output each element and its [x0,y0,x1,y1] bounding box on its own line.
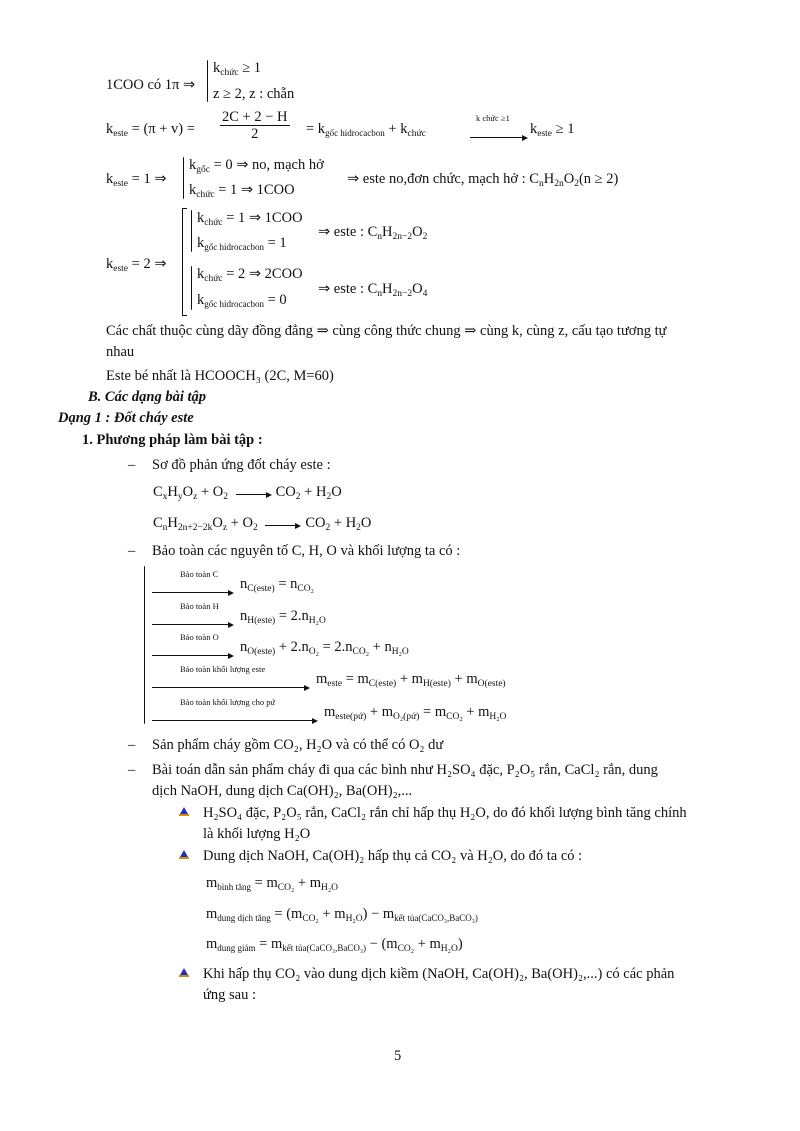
formula-text: = k [306,121,326,137]
paragraph: H₂SO₄ đặc, P₂O₅ rắn, CaCl₂ rắn chỉ hấp thụ H₂O, do đó khối lượng bình tăng chính [203,805,687,821]
formula-sub: CO₂ [446,712,463,722]
formula-text: H [382,281,393,297]
formula-sub: 2 [326,492,332,502]
formula-kgoc-0 [197,292,287,309]
arrow-label: Bảo toàn khối lượng este [180,664,266,674]
paragraph: Sơ đồ phản ứng đốt cháy este : [152,457,331,473]
formula-text: = 2 ⇒ [128,256,167,272]
dash-marker: – [128,543,136,559]
formula-sub: n [377,232,383,242]
formula-kgoc-1 [197,235,287,252]
bullet-icon [178,807,190,819]
equation-m-pu [324,704,506,721]
formula-sub: H₂O [345,914,363,924]
formula-sub: O(este) [477,679,506,689]
formula-text: = n [274,576,298,592]
formula-sub: gốc hidrocacbon [204,299,264,309]
formula-text: ≥ 1 [552,121,575,137]
formula-sub: C(este) [368,679,397,689]
brace [207,60,208,102]
formula-text: + m [396,671,423,687]
formula-sub: H₂O [308,616,326,626]
formula-text: C [153,484,163,500]
fraction-numerator: 2C + 2 − H [222,109,288,125]
paragraph: Dung dịch NaOH, Ca(OH)₂ hấp thụ cả CO₂ và H₂O, do đó ta có : [203,848,583,864]
paragraph: ứng sau : [203,987,256,1003]
formula-kchuc-2coo [197,266,303,283]
formula-sub: H₂O [391,647,409,657]
formula-text: = 1 ⇒ [128,171,167,187]
arrow [265,525,299,526]
formula-text: = 2.n [275,608,309,624]
formula-text: ) [457,936,463,952]
formula-text: n [240,639,248,655]
formula-z [213,86,294,103]
formula-sub: 2 [252,523,258,533]
arrow [236,494,270,495]
formula-sub: CO₂ [352,647,370,657]
formula-keste-2 [106,256,166,273]
paragraph: dịch NaOH, dung dịch Ca(OH)₂, Ba(OH)₂,... [152,783,413,799]
formula-sub: O₂ [308,647,319,657]
formula-kgoc [189,157,324,174]
formula-text: = 2.n [318,639,353,655]
bullet-icon [178,968,190,980]
formula-sub: este [113,129,129,139]
formula-text: + m [414,936,441,952]
formula-text: k [197,266,205,282]
formula-sub: chức [204,218,223,228]
formula-text: + O [197,484,224,500]
formula-text: k [189,157,197,173]
formula-este-o4 [318,281,427,298]
formula-sub: 2 [356,523,361,533]
formula-sub: 2 [295,492,301,502]
formula-text: H [167,484,178,500]
formula-sub: H₂O [489,712,507,722]
formula-text: C [153,515,163,531]
equation-binh-tang [206,875,338,892]
formula-text: CO [305,515,326,531]
paragraph: Sản phẩm cháy gồm CO₂, H₂O và có thể có O₂ dư [152,737,444,753]
formula-text: m [206,875,218,891]
formula-text: = (m [270,906,303,922]
paragraph: nhau [106,344,135,360]
arrow [152,614,232,631]
formula-text: + m [318,906,346,922]
formula-text: H [382,224,393,240]
formula-text: ⇒ este : C [318,281,378,297]
formula-text: ⇒ este no,đơn chức, mạch hở : C [347,171,539,187]
arrow [470,127,526,144]
item-heading [82,430,263,451]
arrow-label: Bảo toàn C [180,569,219,579]
formula-text: = 1 ⇒ 1COO [214,182,295,198]
paragraph: Khi hấp thụ CO₂ vào dung dịch kiềm (NaOH, Ca(OH)₂, Ba(OH)₂,...) có các phản [203,966,675,982]
formula-text: k [106,121,114,137]
formula-sub: chức [196,190,215,200]
formula-este-o2 [318,224,427,241]
formula-sub: este [327,679,343,689]
formula-sub: n [538,179,544,189]
formula-text: O [212,515,223,531]
formula-text: z ≥ 2, z : chẵn [213,86,295,102]
formula-sub: O(este) [247,647,276,657]
formula-sub: este [113,264,129,274]
formula-text: O [331,484,342,500]
formula-sub: CO₂ [277,883,295,893]
formula-sub: y [177,492,183,502]
formula-1coo [106,77,195,94]
formula-text: k [530,121,538,137]
formula-sub: gốc hidrocacbon [325,128,385,138]
formula-sub: 2n−2 [392,289,413,299]
formula-text: = m [255,936,283,952]
formula-text: k [197,210,205,226]
formula-sub: gốc [196,165,210,175]
formula-sub: 2 [223,492,229,502]
brace [191,210,192,252]
formula-sub: gốc hidrocacbon [204,242,264,252]
formula-text: k [106,171,114,187]
formula-sub: x [162,492,168,502]
formula-text: + m [294,875,321,891]
reaction-1 [153,484,342,501]
formula-text: = 0 [263,292,287,308]
formula-text: m [316,671,328,687]
paragraph: Este bé nhất là HCOOCH₃ (2C, M=60) [106,368,334,384]
arrow-label: Bảo toàn H [180,601,219,611]
equation-dung-giam [206,936,463,953]
heading-text: B. Các dạng bài tập [88,389,207,405]
equation-c [240,576,314,593]
dash-marker: – [128,737,136,753]
formula-text: + H [300,484,327,500]
fraction-denominator: 2 [251,126,259,142]
formula-text: m [206,906,218,922]
formula-text: k [189,182,197,198]
formula-text: ⇒ este : C [318,224,378,240]
formula-sub: kết tủa(CaCO₃,BaCO₃) [394,913,478,923]
formula-text: k [106,256,114,272]
formula-sub: dung giảm [217,943,256,953]
arrow [152,645,232,662]
formula-text: O [563,171,575,187]
formula-sub: 2n [554,179,564,189]
formula-sub: CO₂ [302,914,319,924]
formula-text: H [543,171,555,187]
formula-sub: 4 [422,289,428,299]
formula-text: = 2 ⇒ 2COO [222,266,303,282]
equation-m-este [316,671,506,688]
formula-text: = 1 ⇒ 1COO [222,210,303,226]
formula-text: O [412,281,423,297]
arrow-label: k chức ≥1 [476,113,510,123]
formula-text: k [197,235,205,251]
formula-text: + 2.n [275,639,309,655]
arrow-label: Bảo toàn O [180,632,219,642]
formula-sub: este [537,129,553,139]
heading-text: 1. Phương pháp làm bài tập : [82,432,263,448]
formula-kchuc [213,60,261,77]
brace [144,566,145,724]
dash-marker: – [128,457,136,473]
brace [183,157,184,199]
formula-sub: CO₂ [297,584,314,594]
formula-text: O [412,224,423,240]
paragraph: Bảo toàn các nguyên tố C, H, O và khối lượng ta có : [152,543,461,559]
formula-text: + m [366,704,393,720]
formula-keste-ge1 [530,121,575,138]
formula-sub: chức [407,129,426,139]
formula-text: = m [342,671,369,687]
formula-text: m [324,704,336,720]
formula-text: O [360,515,372,531]
formula-keste-1 [106,171,166,188]
arrow [152,710,316,727]
formula-sub: chức [204,274,223,284]
formula-keste-sum [306,121,426,138]
formula-text: + m [450,671,478,687]
formula-sub: H₂O [320,883,339,893]
formula-text: + O [227,515,253,531]
formula-text: H [167,515,178,531]
formula-sub: C(este) [247,584,275,594]
formula-text: m [206,936,218,952]
formula-sub: n [377,289,383,299]
formula-text: n [240,576,248,592]
formula-sub: H(este) [247,616,276,626]
formula-sub: O₂(pứ) [393,712,420,722]
equation-o [240,639,409,656]
formula-sub: H(este) [422,679,451,689]
arrow [152,677,308,694]
fraction [218,109,292,142]
formula-text: = m [419,704,447,720]
formula-sub: 2n+2−2k [177,523,213,533]
bracket [182,208,187,316]
formula-text: k [213,60,221,76]
formula-text: + n [369,639,392,655]
brace [191,266,192,310]
formula-sub: 2 [422,232,428,242]
formula-text: n [240,608,248,624]
heading-text: Dạng 1 : Đốt cháy este [58,410,194,426]
formula-text: = 1 [263,235,287,251]
formula-text: 1COO có 1π ⇒ [106,77,196,93]
paragraph: Bài toán dẫn sản phẩm cháy đi qua các bình như H₂SO₄ đặc, P₂O₅ rắn, CaCl₂ rắn, dung [152,762,658,778]
formula-sub: dung dịch tăng [217,913,271,923]
formula-sub: z [193,492,198,502]
bullet-icon [178,850,190,862]
equation-dung-dich-tang [206,906,478,923]
formula-sub: z [222,523,228,533]
reaction-2 [153,515,371,532]
formula-sub: este(pứ) [335,712,367,722]
arrow-label: Bảo toàn khối lượng cho pứ [180,697,276,707]
formula-sub: chức [220,68,239,78]
formula-sub: 2n−2 [392,232,413,242]
formula-text: + m [462,704,490,720]
formula-sub: kết tủa(CaCO₃,BaCO₃) [282,943,367,953]
paragraph: Các chất thuộc cùng dãy đồng đẳng ⇒ cùng công thức chung ⇒ cùng k, cùng z, cấu tạo tương tự [106,323,667,339]
formula-keste-def [106,121,195,138]
formula-sub: este [113,179,129,189]
formula-kchuc-1coo [197,210,303,227]
subsection-heading [58,408,194,429]
formula-text: + k [384,121,408,137]
formula-text: (n ≥ 2) [578,171,619,187]
formula-este-no [347,171,618,188]
formula-text: = 0 ⇒ no, mạch hở [209,157,324,173]
arrow [152,582,232,599]
formula-text: k [197,292,205,308]
equation-h [240,608,326,625]
formula-text: = m [251,875,278,891]
section-heading [88,387,206,408]
formula-sub: bình tăng [217,882,252,892]
formula-kchuc-1 [189,182,295,199]
formula-sub: CO₂ [397,944,415,954]
formula-sub: 2 [325,523,331,533]
formula-text: − (m [366,936,398,952]
formula-sub: 2 [574,179,579,189]
formula-text: O [182,484,194,500]
formula-sub: n [162,523,168,533]
formula-text: ≥ 1 [238,60,262,76]
dash-marker: – [128,762,136,778]
paragraph: là khối lượng H₂O [203,826,311,842]
formula-sub: H₂O [440,944,458,954]
formula-text: + H [330,515,357,531]
formula-text: = (π + v) = [128,121,195,137]
formula-text: CO [275,484,296,500]
formula-text: ) − m [362,906,395,922]
page-number: 5 [394,1048,402,1064]
